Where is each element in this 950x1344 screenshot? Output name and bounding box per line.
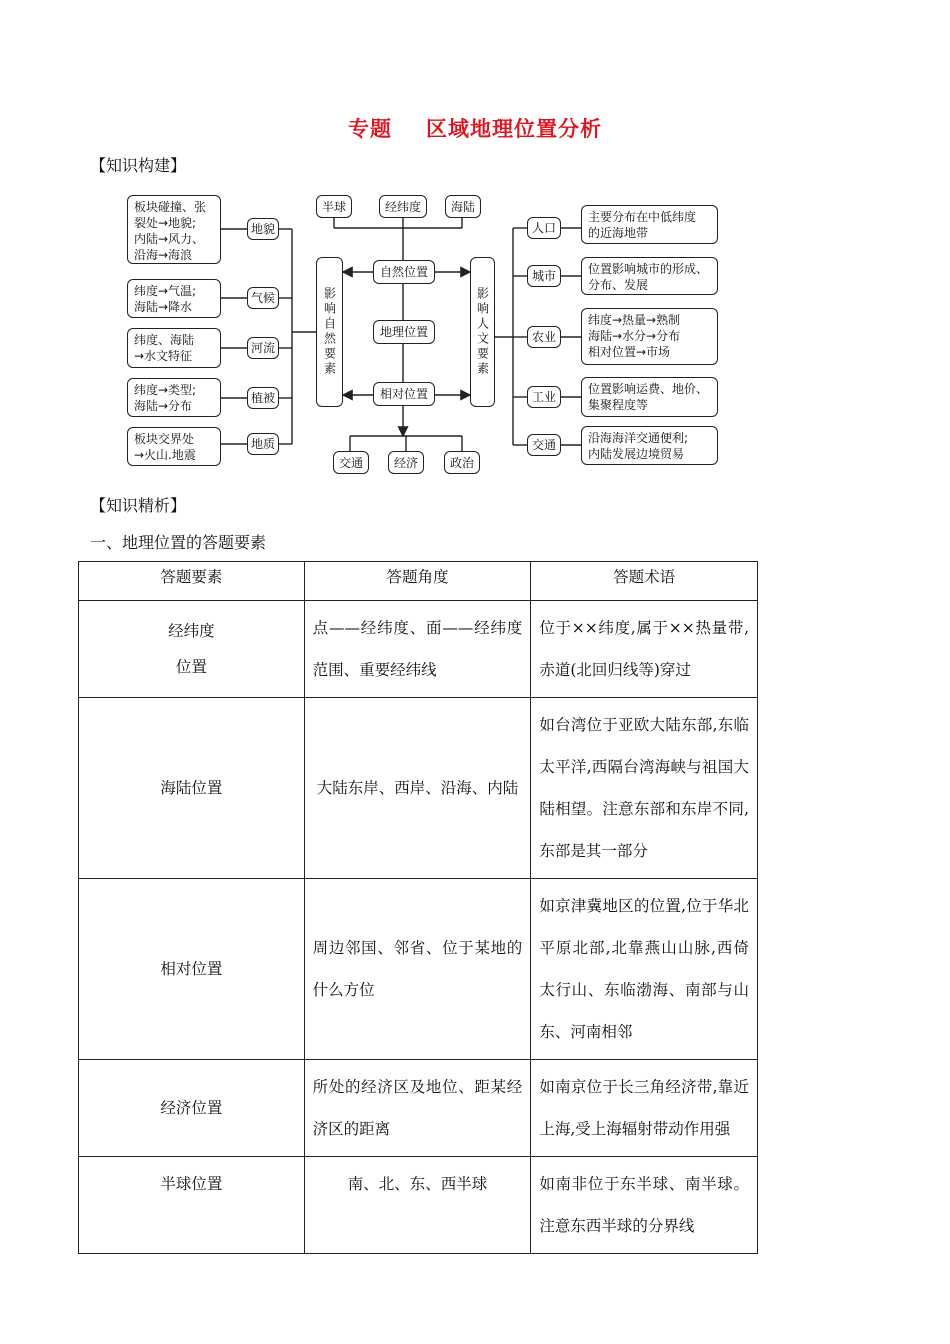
- answer-elements-table: [78, 561, 758, 1254]
- note-river: 纬度、海陆 →水文特征: [127, 328, 221, 368]
- node-land-sea: 海陆: [445, 195, 481, 218]
- node-politics: 政治: [444, 451, 480, 474]
- table-row: [79, 698, 758, 879]
- label-population: 人口: [527, 217, 561, 239]
- cell-term: 如南京位于长三角经济带,靠近上海,受上海辐射带动作用强: [531, 1060, 758, 1157]
- node-geographic-location: 地理位置: [373, 320, 435, 344]
- header-angle: 答题角度: [304, 562, 531, 601]
- table-header-row: [79, 562, 758, 601]
- cell-element: 经济位置: [79, 1060, 305, 1157]
- node-natural-location: 自然位置: [373, 260, 435, 284]
- cell-element: 海陆位置: [79, 698, 305, 879]
- note-city: 位置影响城市的形成、 分布、发展: [581, 257, 718, 295]
- note-transportation: 沿海海洋交通便利; 内陆发展边境贸易: [581, 426, 718, 465]
- cell-element: 半球位置: [79, 1157, 305, 1254]
- header-term: 答题术语: [531, 562, 758, 601]
- cell-angle: 大陆东岸、西岸、沿海、内陆: [304, 698, 531, 879]
- section-heading-analysis: 【知识精析】: [90, 496, 187, 515]
- node-latitude-longitude: 经纬度: [379, 195, 427, 218]
- label-geology: 地质: [247, 433, 279, 455]
- cell-angle: 点——经纬度、面——经纬度范围、重要经纬线: [304, 601, 531, 698]
- note-geology: 板块交界处 →火山.地震: [127, 427, 221, 466]
- label-transportation: 交通: [527, 434, 561, 456]
- label-industry: 工业: [527, 386, 561, 408]
- cell-angle: 周边邻国、邻省、位于某地的什么方位: [304, 879, 531, 1060]
- label-vegetation: 植被: [247, 387, 279, 409]
- node-relative-location: 相对位置: [373, 382, 435, 406]
- section-heading-construction: 【知识构建】: [90, 156, 187, 175]
- cell-element: 经纬度 位置: [79, 601, 305, 698]
- subheading-answer-elements: 一、地理位置的答题要素: [90, 533, 267, 552]
- cell-angle: 所处的经济区及地位、距某经济区的距离: [304, 1060, 531, 1157]
- label-landform: 地貌: [247, 218, 279, 240]
- note-industry: 位置影响运费、地价、 集聚程度等: [581, 377, 718, 417]
- label-agriculture: 农业: [527, 326, 561, 348]
- cell-element: 相对位置: [79, 879, 305, 1060]
- cell-term: 位于××纬度,属于××热量带,赤道(北回归线等)穿过: [531, 601, 758, 698]
- note-population: 主要分布在中低纬度 的近海地带: [581, 205, 718, 244]
- note-climate: 纬度→气温; 海陆→降水: [127, 279, 221, 318]
- node-transport: 交通: [333, 451, 369, 474]
- table-row: [79, 1060, 758, 1157]
- cell-term: 如台湾位于亚欧大陆东部,东临太平洋,西隔台湾海峡与祖国大陆相望。注意东部和东岸不同,东部是其一部分: [531, 698, 758, 879]
- cell-term: 如京津冀地区的位置,位于华北平原北部,北靠燕山山脉,西倚太行山、东临渤海、南部与山东、河南相邻: [531, 879, 758, 1060]
- header-element: 答题要素: [79, 562, 305, 601]
- table-row: [79, 1157, 758, 1254]
- cell-angle: 南、北、东、西半球: [304, 1157, 531, 1254]
- node-hemisphere: 半球: [316, 195, 352, 218]
- label-city: 城市: [527, 265, 561, 287]
- node-affect-natural-elements: 影响自然要素: [316, 257, 343, 407]
- page-title: 专题 区域地理位置分析: [348, 117, 602, 141]
- note-landform: 板块碰撞、张 裂处→地貌; 内陆→风力、 沿海→海浪: [127, 195, 221, 264]
- node-economy: 经济: [388, 451, 424, 474]
- note-vegetation: 纬度→类型; 海陆→分布: [127, 378, 221, 417]
- label-climate: 气候: [247, 287, 279, 309]
- label-river: 河流: [247, 337, 279, 359]
- node-affect-human-elements: 影响人文要素: [470, 257, 495, 407]
- cell-term: 如南非位于东半球、南半球。注意东西半球的分界线: [531, 1157, 758, 1254]
- table-row: [79, 879, 758, 1060]
- table-row: [79, 601, 758, 698]
- note-agriculture: 纬度→热量→熟制 海陆→水分→分布 相对位置→市场: [581, 308, 718, 365]
